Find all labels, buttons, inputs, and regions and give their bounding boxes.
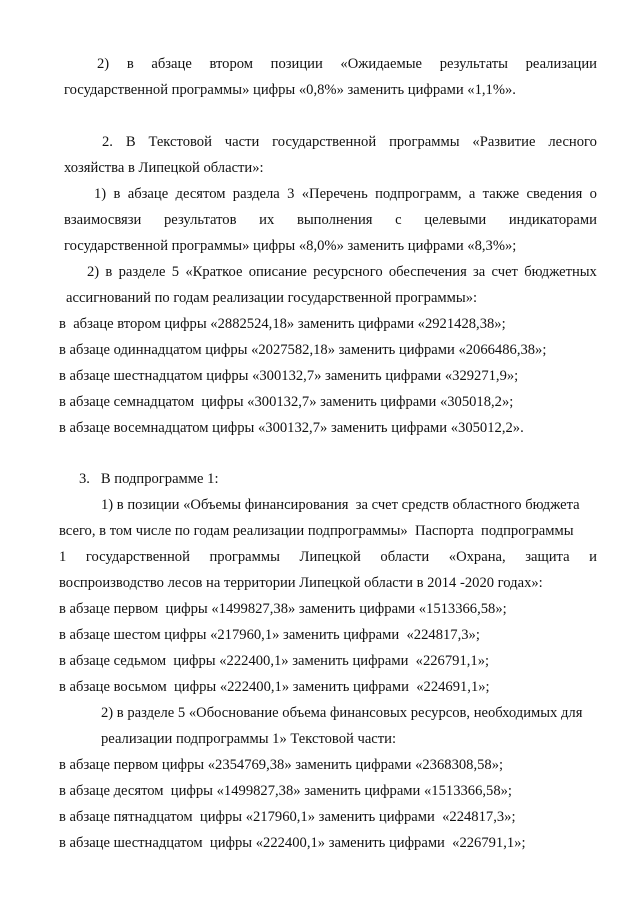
word: сведения xyxy=(526,186,583,202)
word: их xyxy=(259,212,275,228)
word: 1 xyxy=(59,549,67,565)
text-line xyxy=(102,133,597,151)
word: результатов xyxy=(164,212,237,228)
word: десятом xyxy=(175,186,226,202)
word: «Охрана, xyxy=(448,549,506,565)
word: также xyxy=(482,186,520,202)
word: позиции xyxy=(270,56,323,72)
word: результаты xyxy=(439,56,508,72)
text-line: в абзаце пятнадцатом цифры «217960,1» заменить цифрами «224817,3»; xyxy=(59,809,516,825)
word: 2. xyxy=(102,134,113,150)
word: счет xyxy=(491,264,518,280)
word: 3 xyxy=(287,186,295,202)
word: о xyxy=(589,186,597,202)
text-line: воспроизводство лесов на территории Липецкой области в 2014 -2020 годах»: xyxy=(59,575,543,591)
word: 5 xyxy=(171,264,180,280)
word: а xyxy=(468,186,476,202)
text-line: в абзаце десятом цифры «1499827,38» заменить цифрами «1513366,58»; xyxy=(59,783,512,799)
word: реализации xyxy=(525,56,597,72)
word: абзаце xyxy=(151,56,192,72)
text-line: в абзаце первом цифры «2354769,38» заменить цифрами «2368308,58»; xyxy=(59,757,504,773)
word: 2) xyxy=(97,56,110,72)
text-line: в абзаце шестнадцатом цифры «222400,1» заменить цифрами «226791,1»; xyxy=(59,835,526,851)
word: в xyxy=(126,56,134,72)
word: защита xyxy=(525,549,570,565)
text-line: 1) в позиции «Объемы финансирования за счет средств областного бюджета xyxy=(101,497,580,513)
text-line: хозяйства в Липецкой области»: xyxy=(64,160,264,176)
text-line: в абзаце втором цифры «2882524,18» заменить цифрами «2921428,38»; xyxy=(59,316,506,332)
text-line: государственной программы» цифры «0,8%» заменить цифрами «1,1%». xyxy=(64,82,516,98)
word: втором xyxy=(209,56,253,72)
word: обеспечения xyxy=(388,264,467,280)
text-line: государственной программы» цифры «8,0%» заменить цифрами «8,3%»; xyxy=(64,238,517,254)
word: за xyxy=(473,264,486,280)
word: раздела xyxy=(232,186,280,202)
text-line: 3. В подпрограмме 1: xyxy=(79,471,219,487)
word: части xyxy=(224,134,260,150)
text-line xyxy=(87,263,597,281)
text-line: в абзаце восемнадцатом цифры «300132,7» заменить цифрами «305012,2». xyxy=(59,420,524,436)
text-line: в абзаце одиннадцатом цифры «2027582,18» заменить цифрами «2066486,38»; xyxy=(59,342,547,358)
word: с xyxy=(395,212,402,228)
word: бюджетных xyxy=(524,264,597,280)
word: в xyxy=(113,186,121,202)
text-line: в абзаце седьмом цифры «222400,1» заменить цифрами «226791,1»; xyxy=(59,653,490,669)
word: В xyxy=(125,134,136,150)
word: абзаце xyxy=(127,186,169,202)
word: взаимосвязи xyxy=(64,212,142,228)
word: «Краткое xyxy=(185,264,243,280)
text-line: ассигнований по годам реализации государственной программы»: xyxy=(66,290,478,306)
word: Липецкой xyxy=(299,549,361,565)
word: государственной xyxy=(85,549,190,565)
text-line: в абзаце шестнадцатом цифры «300132,7» заменить цифрами «329271,9»; xyxy=(59,368,519,384)
text-line xyxy=(94,185,597,203)
text-line: 2) в разделе 5 «Обоснование объема финансовых ресурсов, необходимых для xyxy=(101,705,583,721)
word: 2) xyxy=(87,264,100,280)
word: разделе xyxy=(118,264,166,280)
word: государственной xyxy=(272,134,377,150)
text-line: в абзаце семнадцатом цифры «300132,7» заменить цифрами «305018,2»; xyxy=(59,394,514,410)
text-line xyxy=(59,548,597,566)
text-line xyxy=(97,55,597,73)
word: программы xyxy=(209,549,280,565)
word: программы xyxy=(389,134,460,150)
text-line: в абзаце шестом цифры «217960,1» заменить цифрами «224817,3»; xyxy=(59,627,480,643)
word: описание xyxy=(248,264,307,280)
word: лесного xyxy=(548,134,597,150)
word: в xyxy=(105,264,113,280)
text-line xyxy=(64,211,597,229)
word: области xyxy=(380,549,430,565)
word: и xyxy=(589,549,597,565)
word: 1) xyxy=(94,186,107,202)
word: целевыми xyxy=(424,212,487,228)
text-line: в абзаце первом цифры «1499827,38» заменить цифрами «1513366,58»; xyxy=(59,601,507,617)
word: «Ожидаемые xyxy=(340,56,423,72)
text-line: реализации подпрограммы 1» Текстовой части: xyxy=(101,731,397,747)
word: индикаторами xyxy=(508,212,597,228)
word: «Развитие xyxy=(472,134,536,150)
word: выполнения xyxy=(296,212,373,228)
word: Текстовой xyxy=(148,134,212,150)
text-line: всего, в том числе по годам реализации подпрограммы» Паспорта подпрограммы xyxy=(59,523,574,539)
text-line: в абзаце восьмом цифры «222400,1» заменить цифрами «224691,1»; xyxy=(59,679,490,695)
word: «Перечень xyxy=(301,186,368,202)
word: ресурсного xyxy=(313,264,383,280)
word: подпрограмм, xyxy=(375,186,462,202)
